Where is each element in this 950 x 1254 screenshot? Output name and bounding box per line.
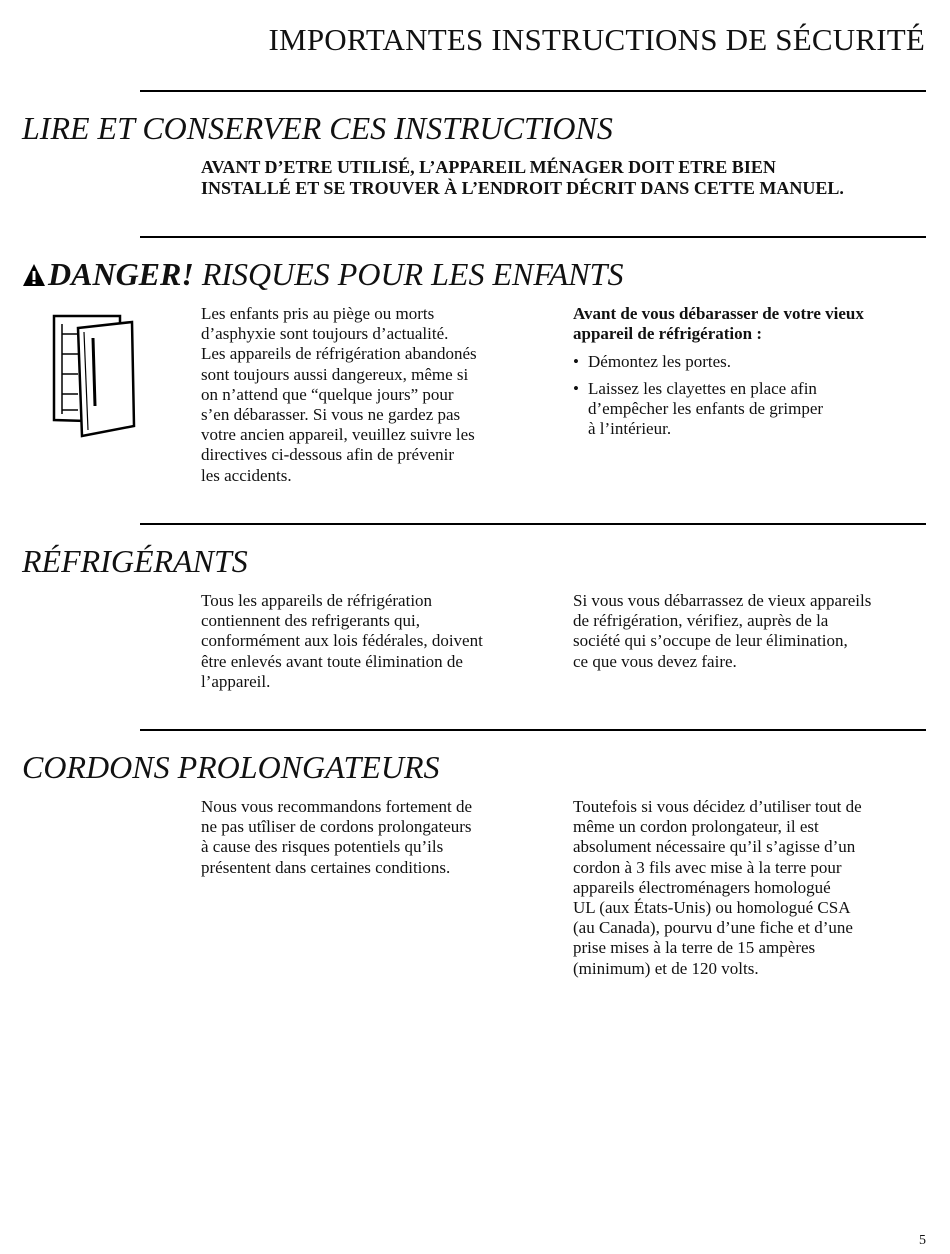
section-title-danger bbox=[22, 256, 623, 295]
text-line: sont toujours aussi dangereux, même si bbox=[201, 364, 469, 384]
text-line: société qui s’occupe de leur élimination, bbox=[573, 631, 848, 651]
cords-left-column bbox=[201, 797, 546, 878]
list-item bbox=[573, 379, 928, 440]
text-line: (minimum) et de 120 volts. bbox=[573, 958, 759, 978]
text-line: même un cordon prolongateur, il est bbox=[573, 817, 819, 837]
text-line: présentent dans certaines conditions. bbox=[201, 857, 451, 877]
text-line: s’en débarasser. Si vous ne gardez pas bbox=[201, 405, 461, 425]
danger-subtitle: RISQUES POUR LES ENFANTS bbox=[193, 256, 624, 292]
text-line: Les enfants pris au piège ou morts bbox=[201, 304, 435, 323]
text-line: Nous vous recommandons fortement de bbox=[201, 797, 472, 816]
section-title-read-keep: LIRE ET CONSERVER CES INSTRUCTIONS bbox=[22, 110, 613, 146]
text-line: à l’intérieur. bbox=[588, 419, 672, 439]
text-line: de réfrigération, vérifiez, auprès de la bbox=[573, 611, 829, 631]
text-line: ne pas utîliser de cordons prolongateurs bbox=[201, 817, 472, 837]
text-line: d’empêcher les enfants de grimper bbox=[588, 398, 824, 418]
danger-label: DANGER! bbox=[48, 256, 194, 292]
text-line: Les appareils de réfrigération abandonés bbox=[201, 344, 477, 364]
page-header: IMPORTANTES INSTRUCTIONS DE SÉCURITÉ bbox=[268, 22, 925, 57]
text-line: ce que vous devez faire. bbox=[573, 651, 737, 671]
divider-rule bbox=[140, 90, 926, 92]
refrigerants-left-column bbox=[201, 591, 546, 692]
refrigerator-icon bbox=[48, 310, 140, 445]
warning-triangle-icon bbox=[22, 258, 46, 295]
divider-rule bbox=[140, 236, 926, 238]
text-line: UL (aux États-Unis) ou homologué CSA bbox=[573, 898, 851, 918]
text-line: appareils électroménagers homologué bbox=[573, 877, 831, 897]
text-line: cordon à 3 fils avec mise à la terre pour bbox=[573, 857, 842, 877]
cords-right-column bbox=[573, 797, 928, 979]
divider-rule bbox=[140, 729, 926, 731]
danger-left-column bbox=[201, 304, 546, 486]
text-line: Toutefois si vous décidez d’utiliser tout de bbox=[573, 797, 862, 816]
text-line: à cause des risques potentiels qu’ils bbox=[201, 837, 444, 857]
danger-right-column bbox=[573, 304, 928, 445]
list-item bbox=[573, 352, 928, 372]
disposal-steps-list bbox=[573, 352, 928, 439]
text-line: être enlevés avant toute élimination de bbox=[201, 651, 463, 671]
text-line: (au Canada), pourvu d’une fiche et d’une bbox=[573, 918, 853, 938]
text-line: Tous les appareils de réfrigération bbox=[201, 591, 433, 610]
text-line: absolument nécessaire qu’il s’agisse d’un bbox=[573, 837, 856, 857]
text-line: on n’attend que “quelque jours” pour bbox=[201, 384, 454, 404]
divider-rule bbox=[140, 523, 926, 525]
text-line: directives ci-dessous afin de prévenir bbox=[201, 445, 455, 465]
text-line: contiennent des refrigerants qui, bbox=[201, 611, 421, 631]
text-line: conformément aux lois fédérales, doivent bbox=[201, 631, 483, 651]
text-line: d’asphyxie sont toujours d’actualité. bbox=[201, 324, 449, 344]
note-line: AVANT D’ETRE UTILISÉ, L’APPAREIL MÉNAGER DOIT ETRE BIEN bbox=[201, 157, 776, 177]
refrigerants-right-column bbox=[573, 591, 928, 672]
text-line: prise mises à la terre de 15 ampères bbox=[573, 938, 816, 958]
text-line: l’appareil. bbox=[201, 671, 271, 691]
text-line: les accidents. bbox=[201, 465, 292, 485]
disposal-heading-line: appareil de réfrigération : bbox=[573, 324, 763, 344]
text-line: • Démontez les portes. bbox=[588, 352, 732, 372]
section-title-refrigerants: RÉFRIGÉRANTS bbox=[22, 543, 248, 579]
installation-note bbox=[201, 157, 921, 199]
section-title-extension-cords: CORDONS PROLONGATEURS bbox=[22, 749, 440, 785]
text-line: • Laissez les clayettes en place afin bbox=[588, 378, 817, 398]
note-line: INSTALLÉ ET SE TROUVER À L’ENDROIT DÉCRIT DANS CETTE MANUEL. bbox=[201, 178, 844, 198]
text-line: Si vous vous débarrassez de vieux appareils bbox=[573, 591, 872, 610]
text-line: votre ancien appareil, veuillez suivre les bbox=[201, 425, 475, 445]
page-number: 5 bbox=[919, 1233, 926, 1248]
disposal-heading-line: Avant de vous débarasser de votre vieux bbox=[573, 304, 864, 323]
